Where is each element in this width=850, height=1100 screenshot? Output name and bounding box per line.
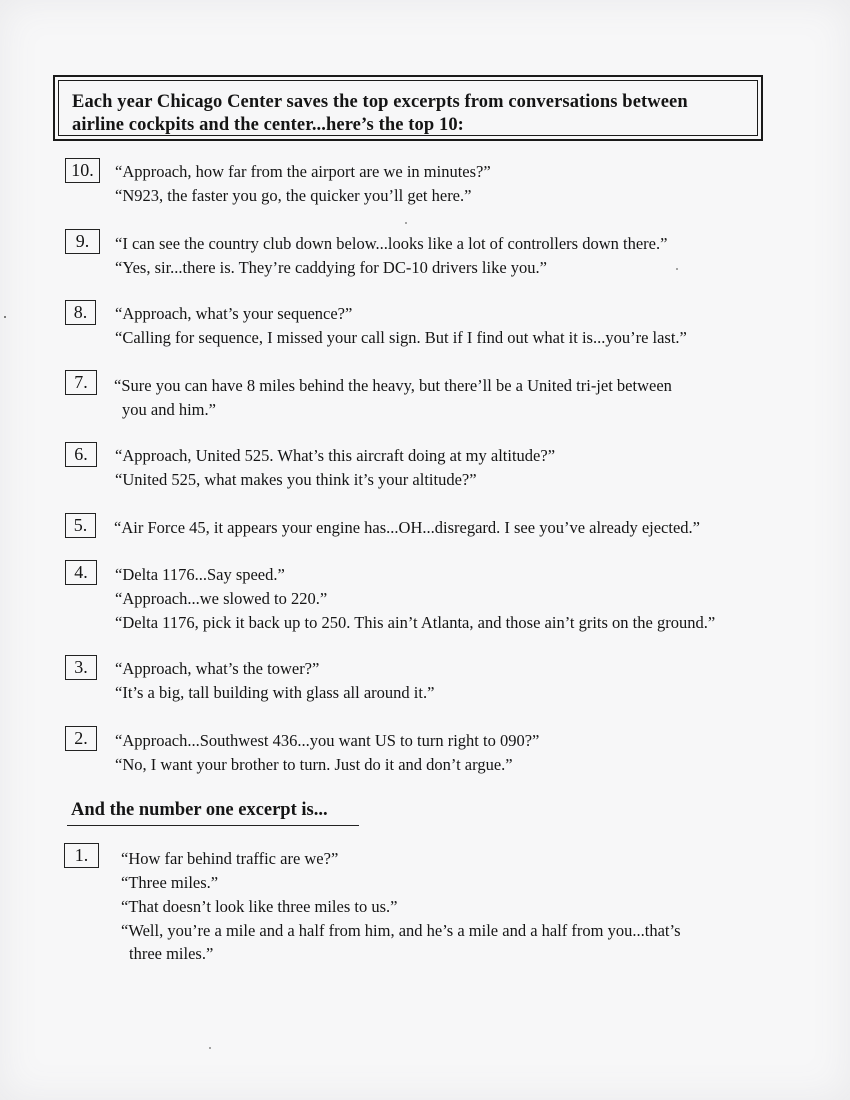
excerpt-number-box: 4. (65, 560, 97, 585)
excerpt-line: “Yes, sir...there is. They’re caddying for DC-10 drivers like you.” (115, 258, 547, 277)
excerpt-number-box: 2. (65, 726, 97, 751)
excerpt-number-box: 3. (65, 655, 97, 680)
excerpt-line: “It’s a big, tall building with glass all around it.” (115, 683, 435, 702)
excerpt-line: “Well, you’re a mile and a half from him, and he’s a mile and a half from you...that’s (121, 921, 681, 940)
excerpt-line: “Approach, what’s the tower?” (115, 659, 320, 678)
scan-speck (4, 316, 6, 318)
excerpt-number-box: 8. (65, 300, 96, 325)
excerpt-line: three miles.” (129, 944, 214, 963)
title-line-2: airline cockpits and the center...here’s the top 10: (72, 115, 464, 135)
excerpt-line: “N923, the faster you go, the quicker you’ll get here.” (115, 186, 472, 205)
excerpt-line: “United 525, what makes you think it’s your altitude?” (115, 470, 477, 489)
heading-underline (67, 825, 359, 826)
scan-speck (405, 222, 407, 224)
excerpt-line: “Delta 1176...Say speed.” (115, 565, 285, 584)
excerpt-number-box: 6. (65, 442, 97, 467)
excerpt-line: “No, I want your brother to turn. Just do it and don’t argue.” (115, 755, 513, 774)
excerpt-line: “Sure you can have 8 miles behind the heavy, but there’ll be a United tri-jet between (114, 376, 672, 395)
title-box-inner-border (58, 80, 758, 136)
excerpt-line: “Approach, how far from the airport are we in minutes?” (115, 162, 491, 181)
excerpt-line: “That doesn’t look like three miles to us.” (121, 897, 398, 916)
excerpt-line: “Approach...Southwest 436...you want US to turn right to 090?” (115, 731, 540, 750)
title-line-1: Each year Chicago Center saves the top excerpts from conversations between (72, 92, 688, 112)
excerpt-number-box: 10. (65, 158, 100, 183)
excerpt-line: you and him.” (122, 400, 216, 419)
excerpt-line: “Delta 1176, pick it back up to 250. This ain’t Atlanta, and those ain’t grits on the ground.” (115, 613, 716, 632)
excerpt-number-box: 9. (65, 229, 100, 254)
excerpt-line: “Air Force 45, it appears your engine has...OH...disregard. I see you’ve already ejected.” (114, 518, 700, 537)
excerpt-line: “How far behind traffic are we?” (121, 849, 339, 868)
excerpt-line: “Approach...we slowed to 220.” (115, 589, 328, 608)
excerpt-line: “I can see the country club down below...looks like a lot of controllers down there.” (115, 234, 668, 253)
excerpt-number-box: 7. (65, 370, 97, 395)
scan-speck (676, 268, 678, 270)
excerpt-line: “Approach, what’s your sequence?” (115, 304, 353, 323)
excerpt-number-box: 1. (64, 843, 99, 868)
excerpt-number-box: 5. (65, 513, 96, 538)
scan-speck (209, 1047, 211, 1049)
excerpt-line: “Approach, United 525. What’s this aircraft doing at my altitude?” (115, 446, 556, 465)
title-box (53, 75, 763, 141)
number-one-heading: And the number one excerpt is... (71, 800, 328, 820)
excerpt-line: “Calling for sequence, I missed your call sign. But if I find out what it is...you’re last.” (115, 328, 687, 347)
excerpt-line: “Three miles.” (121, 873, 219, 892)
